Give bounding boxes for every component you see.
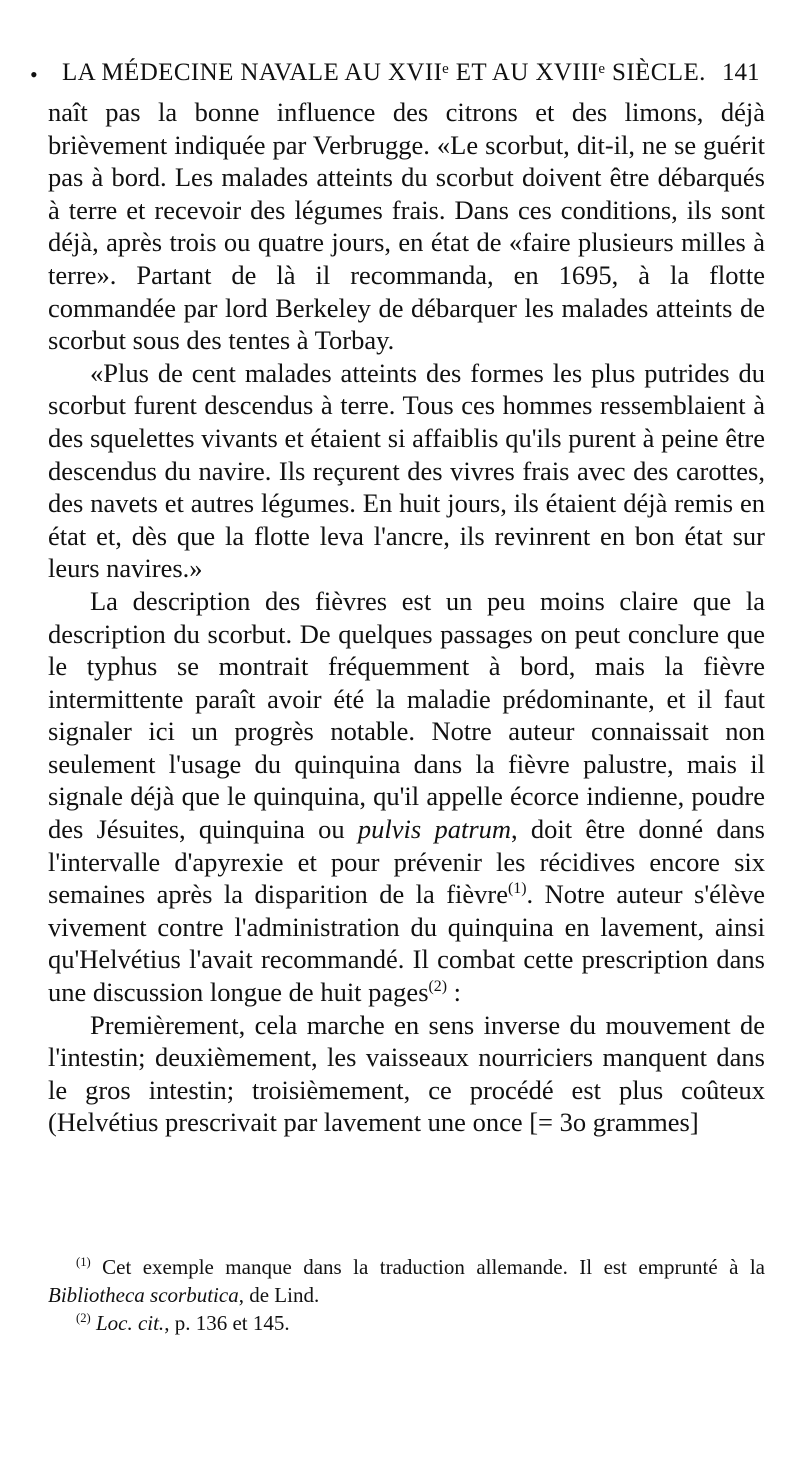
paragraph-3-text-c: . Notre auteur s'élève vivement contre l'administration du quinquina en lavement, ainsi qu'Helvétius l'avait recommandé. Il combat cette prescription dans une discussion longue de huit pages <box>48 879 765 1008</box>
paragraph-1: naît pas la bonne influence des citrons et des limons, déjà brièvement indiquée par Verbrugge. «Le scorbut, dit-il, ne se guérit pas à bord. Les malades atteints du scorbut doivent être débarqués à terre et recevoir des légumes frais. Dans ces conditions, ils sont déjà, après trois ou quatre jours, en état de «faire plusieurs milles à terre». Partant de là il recommanda, en 1695, à la flotte commandée par lord Berkeley de débarquer les malades atteints de scorbut sous des tentes à Torbay. <box>48 97 765 356</box>
footnote-1-marker: (1) <box>76 1255 91 1269</box>
footnote-ref-1: (1) <box>508 880 527 898</box>
paragraph-3 <box>48 585 765 1009</box>
footnote-2 <box>48 1309 765 1337</box>
footnote-ref-2: (2) <box>428 978 448 996</box>
margin-bullet: • <box>30 62 38 87</box>
footnote-1-title: Bibliotheca scorbutica <box>48 1283 239 1307</box>
footnote-1-text-a: Cet exemple manque dans la traduction allemande. Il est emprunté à la <box>90 1255 765 1279</box>
paragraph-3-text-a: La description des fièvres est un peu moins claire que la description du scorbut. De quelques passages on peut conclure que le typhus se montrait fréquemment à bord, mais la fièvre intermittente paraît avoir été la maladie prédominante, et il faut signaler ici un progrès notable. Notre auteur connaissait non seulement l'usage du quinquina dans la fièvre palustre, mais il signale déjà que le quinquina, qu'il appelle écorce indienne, poudre des Jésuites, quinquina ou <box>48 585 765 845</box>
footnote-2-marker: (2) <box>76 1311 91 1325</box>
paragraph-4: Premièrement, cela marche en sens inverse du mouvement de l'intestin; deuxièmement, les vaisseaux nourriciers manquent dans le gros intestin; troisièmement, ce procédé est plus coûteux (Helvétius prescrivait par lavement une once [= 3o grammes] <box>48 1009 765 1138</box>
paragraph-3-text-b: , doit être donné dans l'intervalle d'apyrexie et pour prévenir les récidives encore six semaines après la disparition de la fièvre <box>48 814 765 910</box>
paragraph-3-text-d: : <box>447 977 462 1008</box>
paragraph-2: «Plus de cent malades atteints des formes les plus putrides du scorbut furent descendus à terre. Tous ces hommes ressemblaient à des squelettes vivants et étaient si affaiblis qu'ils purent à peine être descendus du navire. Ils reçurent des vivres frais avec des carottes, des navets et autres légumes. En huit jours, ils étaient déjà remis en état et, dès que la flotte leva l'ancre, ils revinrent en bon état sur leurs navires.» <box>48 357 765 584</box>
footnote-2-text: , p. 136 et 145. <box>164 1311 290 1335</box>
page-number: 141 <box>722 59 760 86</box>
latin-term: pulvis patrum <box>357 814 512 845</box>
body-text <box>48 96 765 1139</box>
running-head: LA MÉDECINE NAVALE AU XVIIᵉ ET AU XVIIIᵉ SIÈCLE. <box>62 59 706 86</box>
footnote-2-citation: Loc. cit. <box>95 1311 165 1335</box>
footnote-1-text-b: , de Lind. <box>238 1283 320 1307</box>
footnotes <box>48 1253 765 1337</box>
footnote-1 <box>48 1253 765 1309</box>
